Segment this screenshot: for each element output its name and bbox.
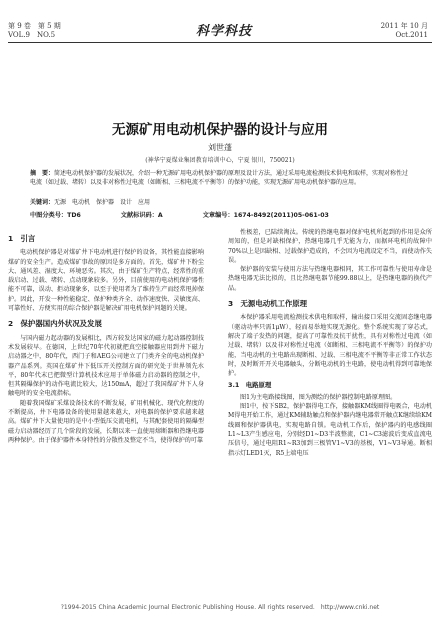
section-heading-introduction: 1 引言 [8, 234, 36, 243]
subsection-heading-circuit: 3.1 电路原理 [228, 381, 272, 390]
classification-line [30, 210, 410, 219]
paragraph: 本保护器采用电流检测技术供电和取样，输出接口采用交流固态继电器（驱动功率只需1μW），轻而易举地实现无源化。整个系统实现了穿芯式，解决了端子发热的问题，提高了可靠性及抗干扰性，具有对称性过电流（如过载、堵转）以及非对称性过电流（如断相、三相电流不平衡等）的保护功能，当电动机的主电路出现断相、过载、三相电流不平衡等非正常工作状态时，及时断开开关电器触头，分断电动机的主电路，使电动机得到可靠地保护。 [228, 314, 432, 378]
issue-volume-cn: 第 9 卷 第 5 期 [8, 22, 61, 30]
section-heading-principle: 3 无源电动机工作原理 [228, 299, 308, 309]
keywords-label: 关键词： [30, 199, 55, 206]
paragraph: 图1为主电路接线图，图为测绘的保护器控制电路原理图。 [240, 393, 397, 401]
copyright-footer: ?1994-2015 China Academic Journal Electronic Publishing House. All rights reserved. http://www.cnki.net [60, 604, 380, 611]
left-column [8, 228, 204, 445]
right-column [228, 228, 432, 458]
abstract [30, 169, 410, 187]
header-divider [8, 42, 432, 43]
paragraph: 保护器的安装与使用方法与热继电器相同，其工作可靠性与使用寿命是热继电器无法比拟的，且比热继电器节能99.88以上，是热继电器的换代产品。 [228, 266, 432, 292]
clc-number: 中图分类号：TD6 [30, 212, 81, 219]
document-code: 文献标识码：A [120, 212, 163, 219]
paragraph: 图1中，按下SB2，保护器得电工作，接触器KM线圈得电吸合，电动机M得电开始工作，通过KM辅助触点和保护器内继电器常开触点K继续给KM线圈和保护器供电，实现电路自锁。电动机工作后，保护器内的电感线圈L1~L3产生感应电，分别经D1~D3半波整流，C1~C3滤波后变成直流电压信号，通过电阻R1~R3加到三极管V1~V3的基极，V1~V3导通。断相指示灯LED1灭，R5上端电压 [228, 403, 432, 457]
issue-date-en: Oct.2011 [395, 31, 428, 39]
issue-info [8, 22, 61, 40]
paragraph: 与国内磁力起动器的发展相比，西方较发达国家的磁力起动器控制技术发展较早。在德国，上世纪70年代初就把真空接触器应用到井下磁力启动器之中，80年代，西门子和AEG公司建立了门类齐全的电动机保护器产品系列。英国在煤矿井下低压开关控制方面的研究处于世界领先水平，80年代末已把微型计算机技术应用于单体磁力启动器的控制之中，但其隔爆保护的动作电流比较大，达150mA，超过了我国煤矿井下人身触电时的安全电流指标。 [8, 334, 204, 398]
section-heading-status: 2 保护器国内外状况及发展 [8, 319, 102, 329]
paragraph: 随着我国煤矿采煤设备技术的不断发展，矿用机械化、现代化程度的不断提高，井下电器设备的使用量越来越大，对电器的保护要求越来越高。煤矿井下大量使用的是中小型低压交流电机，与其配套使用的隔爆型磁力启动器经历了几个阶段的发展，长期以来一直使用熔断器和热继电器两种保护。由于保护器件本身特性的分散性及整定不当，使得保护的可靠 [8, 399, 204, 444]
keywords [30, 198, 410, 207]
paragraph: 电动机保护器是对煤矿井下电动机进行保护的设备，其性能直接影响煤矿的安全生产。造成煤矿事故的原因是多方面的。首先，煤矿井下粉尘大、通风差、湿度大、环境恶劣。其次，由于煤矿生产特点，经常性的重载启动、过载、堵转、点动现象较多。另外，目前使用的电动机保护器性能不可靠，误动、拒动现象多，以至于使用者为了维持生产而经常甩掉保护。因此，开发一种性能稳定、保护种类齐全、动作速度快、灵敏度高、可靠性好、方便实用的综合保护器是解决矿用电机保护问题的关键。 [8, 249, 204, 313]
journal-logo: 科学科技 [196, 24, 253, 39]
article-number: 文章编号：1674-8492(2011)05-061-03 [202, 212, 329, 219]
paper-author: 刘世蓬 [208, 143, 232, 152]
issue-date-cn: 2011 年 10 月 [380, 22, 428, 30]
abstract-text: 简述电动机保护器的发展状况，介绍一种无源矿用电动机保护器的原理及设计方法，通过采用电流检测技术供电和取样，实现对称性过电流（如过载、堵转）以及非对称性过电流（如断相、三相电流不平衡等）的保护功能，实现无源矿用电动机保护器的应用。 [30, 170, 409, 186]
author-affiliation: (神华宁夏煤业集团教育培训中心，宁夏 银川，750021) [145, 157, 295, 164]
issue-volume-en: VOL.9 NO.5 [8, 31, 56, 39]
abstract-label: 摘 要： [30, 170, 55, 177]
keywords-text: 无源 电动机 保护器 设计 应用 [54, 199, 151, 206]
issue-date [381, 22, 428, 40]
paragraph: 性极差，已陆续淘汰。传统的热继电器对保护电机所起到的作用是众所周知的，但是对缺相保护，热继电器几乎无能为力，而据环电机的故障中70%以上是因缺相、过载保护造成的，不会因为电流设定不当，而使动作失误。 [228, 229, 432, 264]
paper-title: 无源矿用电动机保护器的设计与应用 [112, 122, 328, 138]
